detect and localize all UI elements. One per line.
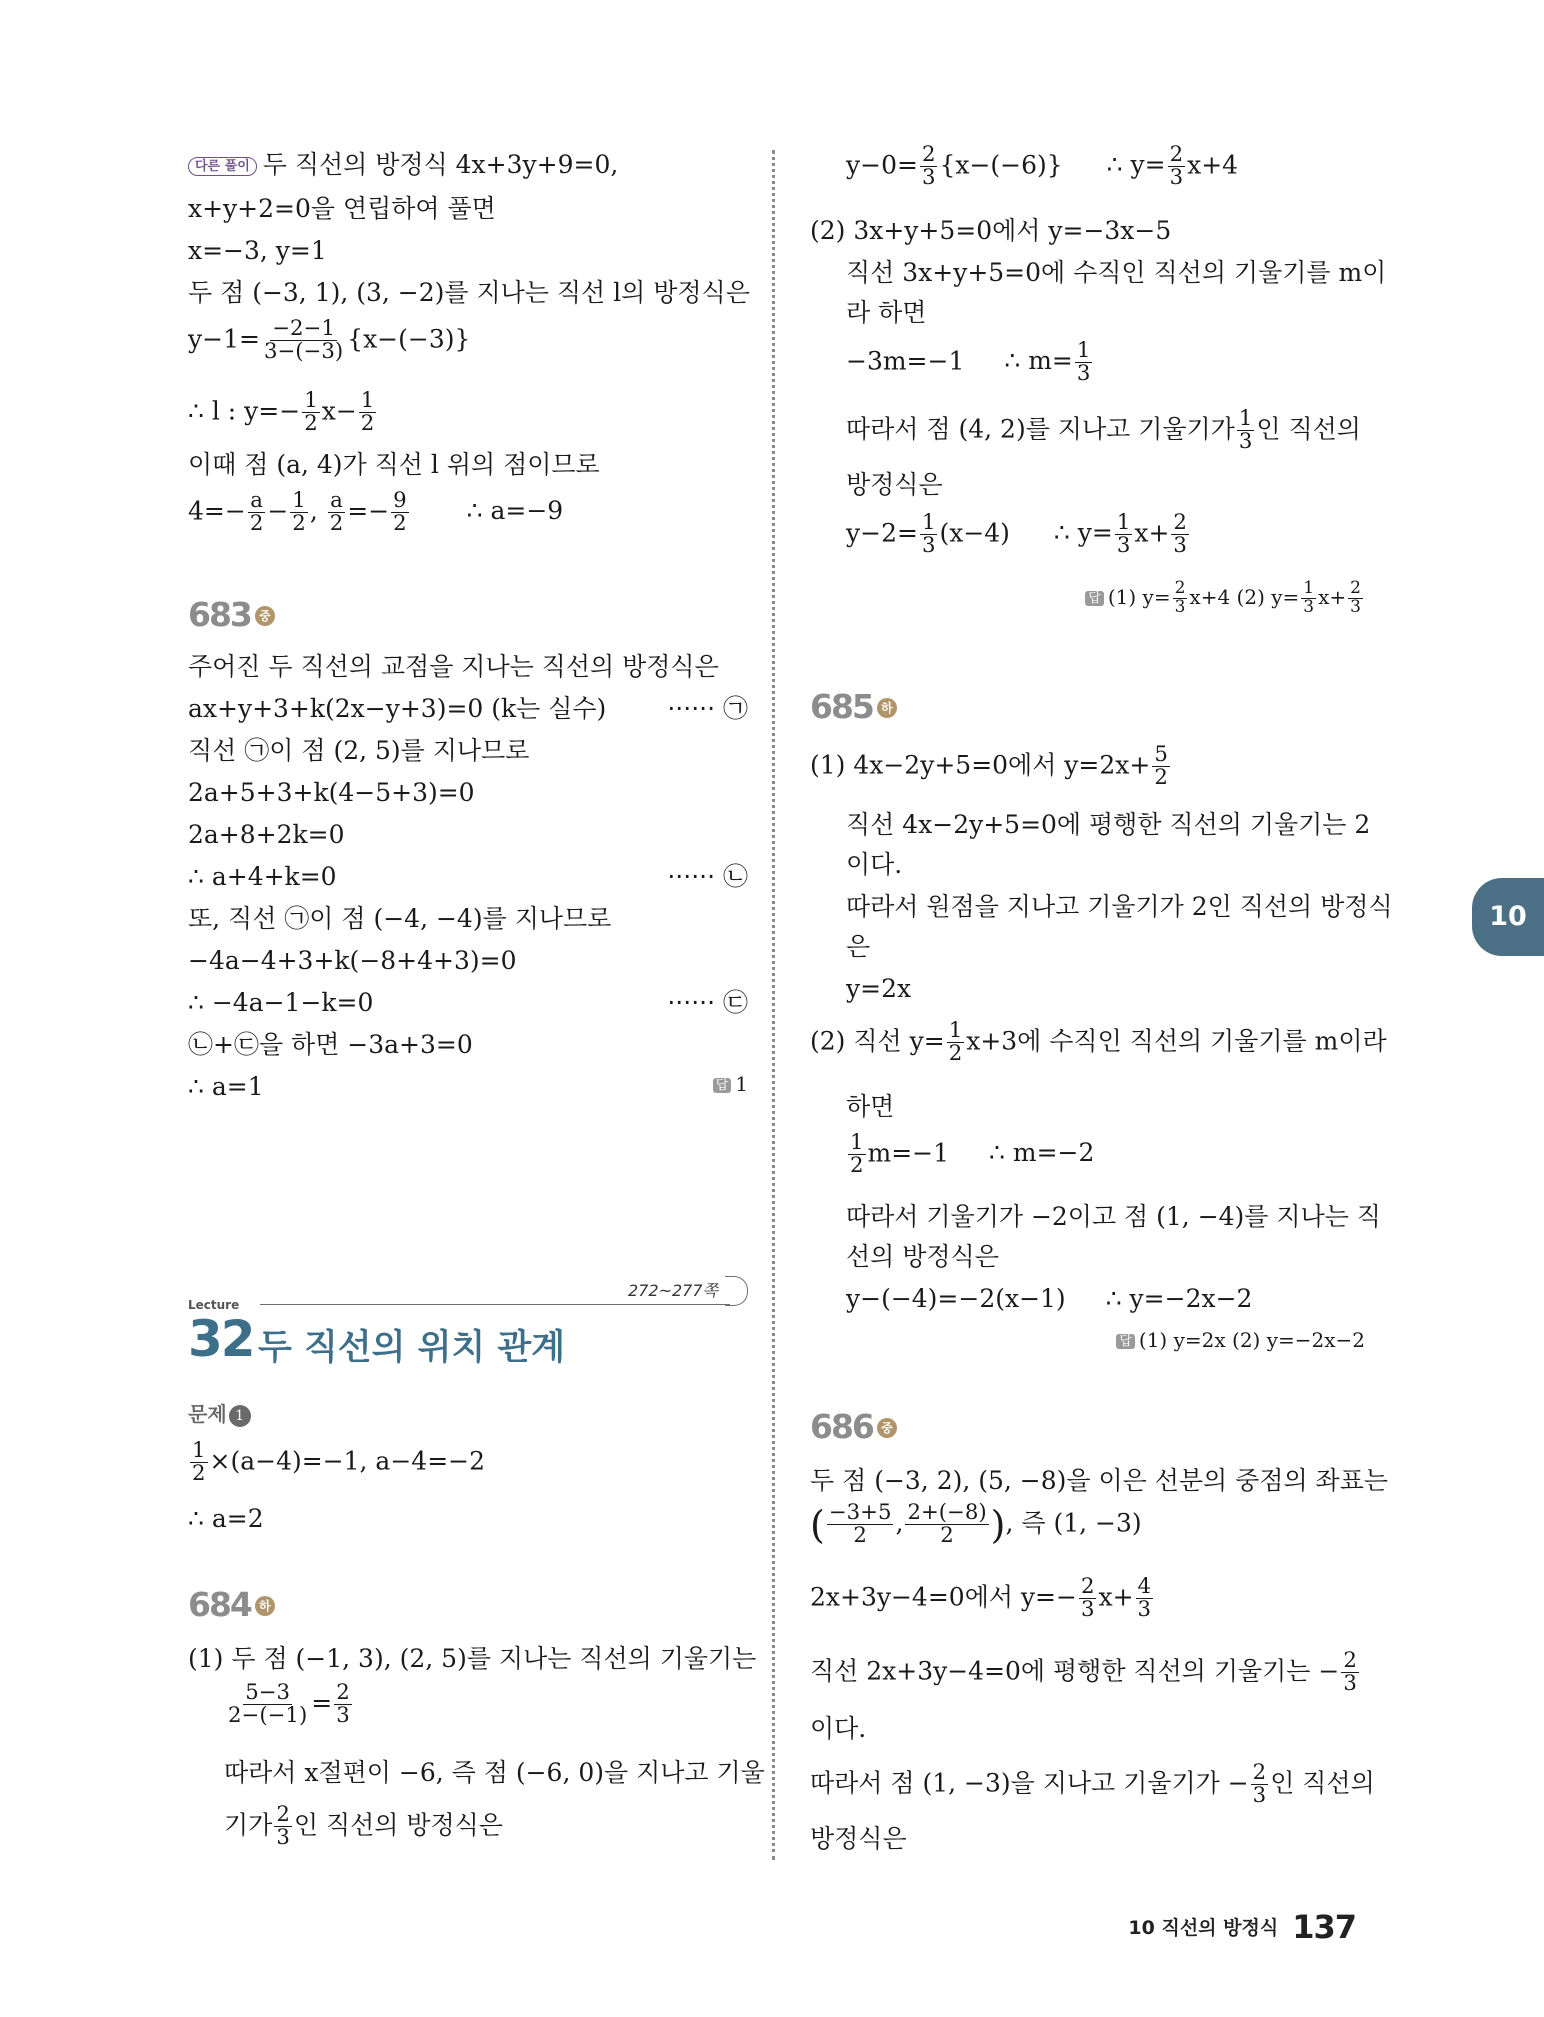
equation-line: −3m=−1 ∴ m= $\frac{1}{3}$ <box>846 338 1091 387</box>
equation-line: ∴ l : y=− $\frac{1}{2}$ x− $\frac{1}{2}$ <box>188 388 375 437</box>
problem-header-686: 686 중 <box>810 1410 897 1443</box>
text-line: 직선 ㉠이 점 (2, 5)를 지나므로 <box>188 736 530 765</box>
equation-line: y−(−4)=−2(x−1) ∴ y=−2x−2 <box>846 1284 1253 1313</box>
text-line: x+y+2=0을 연립하여 풀면 <box>188 194 496 223</box>
chapter-title: 10 직선의 방정식 <box>1128 1917 1279 1939</box>
answer: 답 (1) y= $\frac{2}{3}$ x+4 (2) y= $\frac{1}{3}$ x+ $\frac{2}{3}$ <box>1085 580 1365 617</box>
lecture-number: 32 <box>188 1310 254 1368</box>
lecture-pages: 272~277쪽 <box>628 1281 718 1300</box>
equation-line: ax+y+3+k(2x−y+3)=0 (k는 실수) ······ ㉠ <box>188 694 748 723</box>
text-line: 이다. <box>846 850 903 879</box>
level-badge: 중 <box>255 606 275 626</box>
problem-number: 683 <box>188 595 251 634</box>
equation-line: y−1= $\frac{-2-1}{3-(-3)}$ {x−(−3)} <box>188 316 471 365</box>
text-line: 라 하면 <box>846 298 927 327</box>
text-line: 또, 직선 ㉠이 점 (−4, −4)를 지나므로 <box>188 904 612 933</box>
text-line: 따라서 기울기가 −2이고 점 (1, −4)를 지나는 직 <box>846 1202 1381 1231</box>
text-line: 하면 <box>846 1092 895 1121</box>
text-line: 직선 4x−2y+5=0에 평행한 직선의 기울기는 2 <box>846 810 1371 839</box>
equation-line: −4a−4+3+k(−8+4+3)=0 <box>188 946 517 975</box>
question-label: 문제 1 <box>188 1400 251 1427</box>
text-line: (2) 직선 y= $\frac{1}{2}$ x+3에 수직인 직선의 기울기를 m이라 <box>810 1018 1387 1067</box>
problem-header-685: 685 하 <box>810 690 897 723</box>
equation-marker: ······ ㉠ <box>667 694 748 723</box>
equation-line: y=2x <box>846 974 912 1003</box>
equation-line: y−0= $\frac{2}{3}$ {x−(−6)} ∴ y= $\frac{2}{3}$ x+4 <box>846 142 1239 191</box>
equation-line: 2a+5+3+k(4−5+3)=0 <box>188 778 475 807</box>
text-line: 은 <box>846 932 871 961</box>
equation-line: (1) 4x−2y+5=0에서 y=2x+ $\frac{5}{2}$ <box>810 742 1168 791</box>
column-divider <box>772 150 775 1860</box>
lecture-rule <box>260 1304 730 1305</box>
fraction: $\frac{-2-1}{3-(-3)}$ <box>263 316 344 365</box>
lecture-label: Lecture <box>188 1298 240 1312</box>
lecture-title: 두 직선의 위치 관계 <box>258 1328 566 1368</box>
text-line: 직선 2x+3y−4=0에 평행한 직선의 기울기는 − $\frac{2}{3}$ <box>810 1648 1357 1697</box>
text-line: 따라서 점 (4, 2)를 지나고 기울기가 $\frac{1}{3}$ 인 직선의 <box>846 406 1361 455</box>
problem-header-683 <box>188 595 275 634</box>
text-line: 주어진 두 직선의 교점을 지나는 직선의 방정식은 <box>188 652 719 681</box>
answer: 답 1 <box>713 1074 748 1094</box>
text-line: 두 점 (−3, 2), (5, −8)을 이은 선분의 중점의 좌표는 <box>810 1466 1388 1495</box>
text-line: 선의 방정식은 <box>846 1242 999 1271</box>
text-line: 기가 $\frac{2}{3}$ 인 직선의 방정식은 <box>224 1802 503 1851</box>
equation-line: 2a+8+2k=0 <box>188 820 345 849</box>
equation-marker: ······ ㉢ <box>667 988 748 1017</box>
text-line: 방정식은 <box>810 1824 907 1853</box>
lecture-rule-end <box>725 1276 748 1306</box>
text-line: 따라서 원점을 지나고 기울기가 2인 직선의 방정식 <box>846 892 1393 921</box>
equation-line: ( $\frac{-3+5}{2}$ , $\frac{2+(-8)}{2}$ ), 즉 (1, −3) <box>810 1500 1142 1549</box>
text-line: 두 점 (−3, 1), (3, −2)를 지나는 직선 l의 방정식은 <box>188 278 750 307</box>
equation-line: $\frac{5-3}{2-(-1)}$ = $\frac{2}{3}$ <box>228 1680 350 1729</box>
text-line: 방정식은 <box>846 470 943 499</box>
text-line: 따라서 점 (1, −3)을 지나고 기울기가 − $\frac{2}{3}$ 인 직선의 <box>810 1760 1375 1809</box>
page-number: 137 <box>1292 1908 1356 1946</box>
text-line: 이때 점 (a, 4)가 직선 l 위의 점이므로 <box>188 450 600 479</box>
text-line: 이다. <box>810 1714 867 1743</box>
answer-icon: 답 <box>713 1078 732 1093</box>
equation-line: $\frac{1}{2}$ m=−1 ∴ m=−2 <box>850 1130 1095 1179</box>
equation-line: 4=− $\frac{a}{2}$ − $\frac{1}{2}$ , $\frac{a}{2}$ =− $\frac{9}{2}$ ∴ a=−9 <box>188 488 564 537</box>
equation-line: (2) 3x+y+5=0에서 y=−3x−5 <box>810 216 1172 245</box>
alt-solution-line: 다른 풀이 두 직선의 방정식 4x+3y+9=0, <box>188 152 618 177</box>
answer-line: ∴ a=1 답 1 <box>188 1072 748 1101</box>
lecture-header <box>188 1268 748 1378</box>
text-line: (1) 두 점 (−1, 3), (2, 5)를 지나는 직선의 기울기는 <box>188 1644 757 1673</box>
problem-header-684: 684 하 <box>188 1588 275 1621</box>
text-line: 따라서 x절편이 −6, 즉 점 (−6, 0)을 지나고 기울 <box>224 1758 765 1787</box>
text-line: ㉡+㉢을 하면 −3a+3=0 <box>188 1030 473 1059</box>
equation-line: $\frac{1}{2}$ ×(a−4)=−1, a−4=−2 <box>192 1438 485 1487</box>
text-line: x=−3, y=1 <box>188 236 327 265</box>
page-footer <box>1128 1908 1356 1946</box>
chapter-side-tab: 10 <box>1472 878 1544 956</box>
equation-line: 2x+3y−4=0에서 y=− $\frac{2}{3}$ x+ $\frac{4}{3}$ <box>810 1574 1152 1623</box>
alt-solution-tag: 다른 풀이 <box>188 157 257 176</box>
equation-line: ∴ a=2 <box>188 1504 264 1533</box>
answer: 답 (1) y=2x (2) y=−2x−2 <box>1116 1330 1365 1350</box>
equation-line: ∴ a+4+k=0 ······ ㉡ <box>188 862 748 891</box>
equation-line: ∴ −4a−1−k=0 ······ ㉢ <box>188 988 748 1017</box>
fraction: $\frac{1}{2}$ <box>360 388 375 437</box>
equation-line: y−2= $\frac{1}{3}$ (x−4) ∴ y= $\frac{1}{3}$ x+ $\frac{2}{3}$ <box>846 510 1187 559</box>
fraction: $\frac{1}{2}$ <box>304 388 318 437</box>
text-line: 직선 3x+y+5=0에 수직인 직선의 기울기를 m이 <box>846 258 1387 287</box>
equation-marker: ······ ㉡ <box>667 862 748 891</box>
